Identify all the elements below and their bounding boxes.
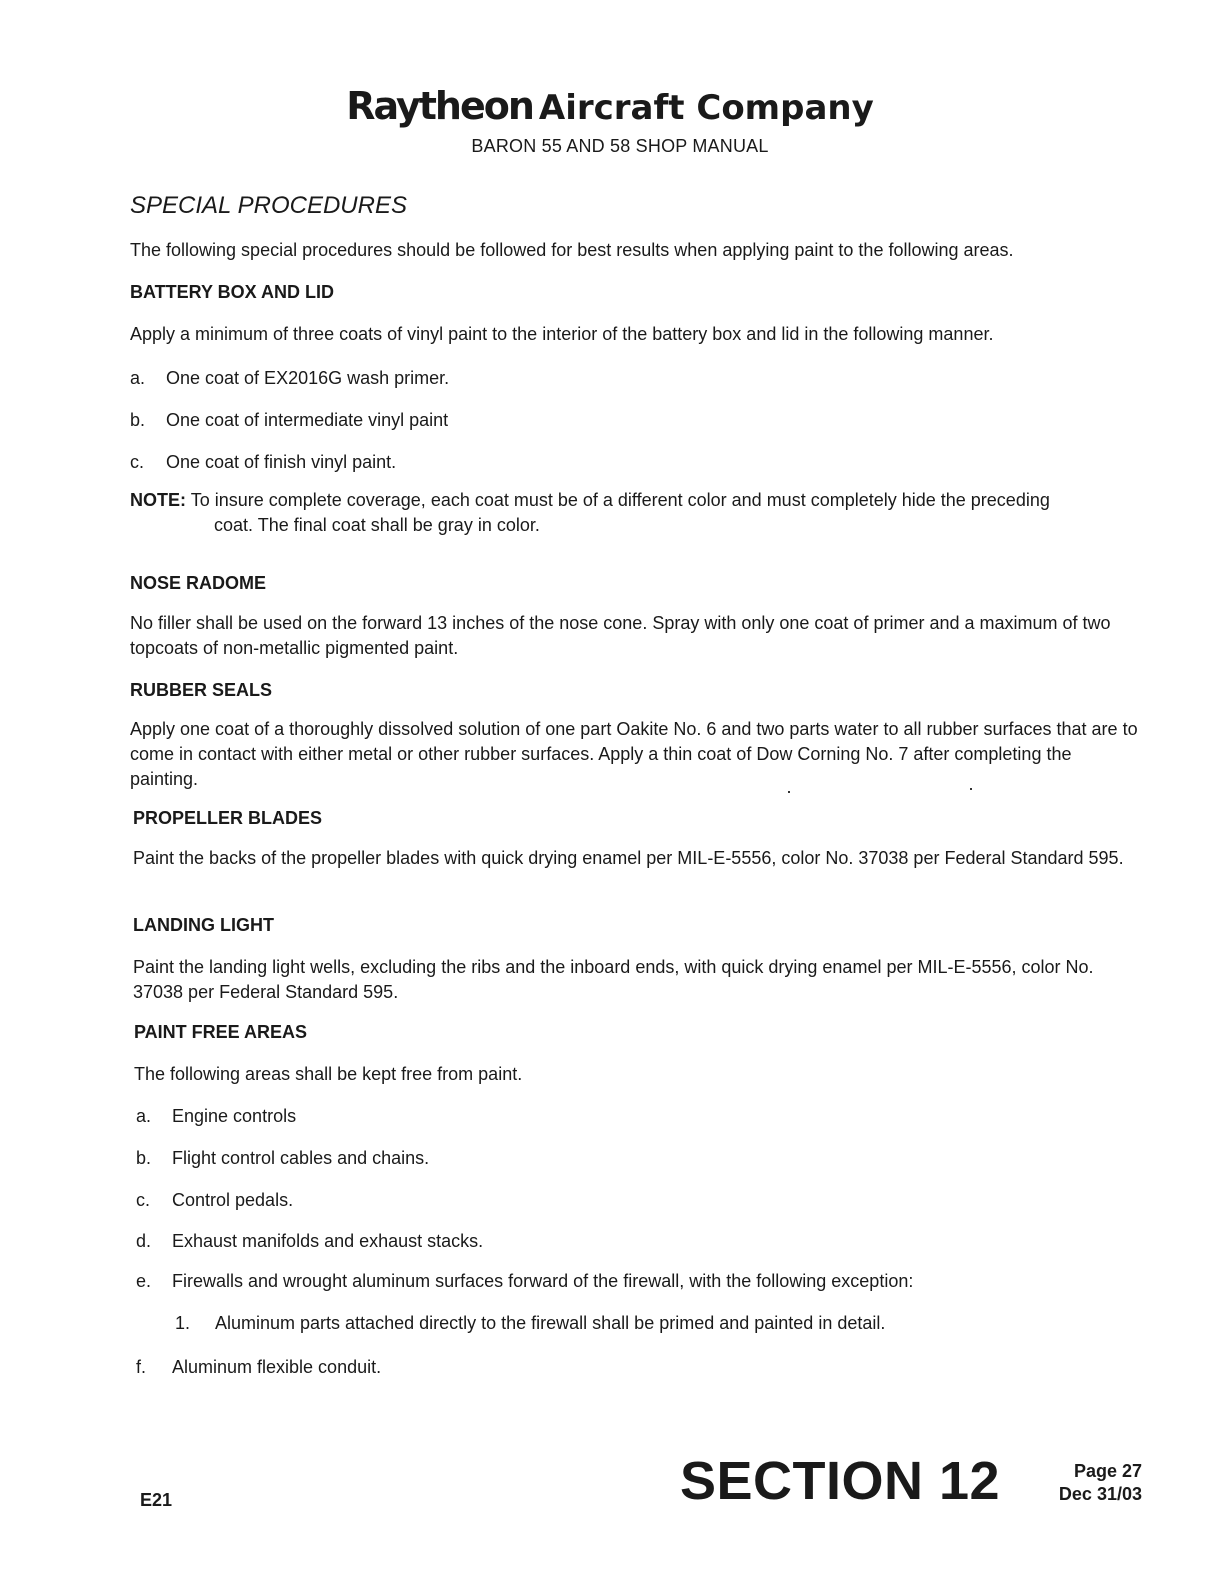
seals-heading: RUBBER SEALS — [130, 680, 273, 700]
landing-heading: LANDING LIGHT — [133, 915, 274, 935]
battery-heading: BATTERY BOX AND LID — [130, 282, 335, 302]
stray-mark — [970, 788, 972, 790]
sub-list-item: 1. Aluminum parts attached directly to the firewall shall be primed and painted in detail. — [175, 1313, 886, 1333]
page-title: SPECIAL PROCEDURES — [130, 192, 407, 219]
list-item: d. Exhaust manifolds and exhaust stacks. — [136, 1231, 484, 1251]
revision-date: Dec 31/03 — [1058, 1484, 1142, 1504]
list-item: b. Flight control cables and chains. — [136, 1148, 430, 1168]
list-item: f. Aluminum flexible conduit. — [136, 1357, 382, 1377]
propeller-paragraph: Paint the backs of the propeller blades with quick drying enamel per MIL-E-5556, color No. 37038 per Federal Standard 595. — [133, 848, 1124, 868]
section-label: SECTION 12 — [680, 1451, 1001, 1511]
propeller-heading: PROPELLER BLADES — [133, 808, 323, 828]
list-item: a. One coat of EX2016G wash primer. — [130, 368, 450, 388]
note-line: NOTE: To insure complete coverage, each coat must be of a different color and must completely hide the preceding — [130, 490, 1050, 510]
stray-mark — [788, 791, 790, 793]
manual-title: BARON 55 AND 58 SHOP MANUAL — [471, 136, 769, 156]
list-item: a. Engine controls — [136, 1106, 297, 1126]
page-info — [1059, 1460, 1142, 1506]
paintfree-paragraph: The following areas shall be kept free from paint. — [134, 1064, 523, 1084]
nose-heading: NOSE RADOME — [130, 573, 267, 593]
brand-name-rest: Aircraft Company — [538, 88, 874, 128]
page-code: E21 — [140, 1490, 173, 1510]
intro-paragraph: The following special procedures should be followed for best results when applying paint to the following areas. — [130, 240, 1014, 260]
nose-paragraph: No filler shall be used on the forward 13 inches of the nose cone. Spray with only one coat of primer and a maximum of two topcoats of non-metallic pigmented paint. — [130, 613, 1111, 658]
note-label: NOTE: — [130, 490, 186, 510]
paintfree-heading: PAINT FREE AREAS — [134, 1022, 308, 1042]
list-item: b. One coat of intermediate vinyl paint — [130, 410, 449, 430]
list-item: c. One coat of finish vinyl paint. — [130, 452, 397, 472]
landing-paragraph: Paint the landing light wells, excluding the ribs and the inboard ends, with quick drying enamel per MIL-E-5556, color No. 37038 per Federal Standard 595. — [133, 957, 1094, 1002]
page-number: Page 27 — [1073, 1461, 1142, 1481]
note-line-2: coat. The final coat shall be gray in color. — [214, 515, 540, 535]
seals-paragraph: Apply one coat of a thoroughly dissolved solution of one part Oakite No. 6 and two parts water to all rubber surfaces that are to come in contact with either metal or other rubber surfaces. Apply a thin coat of Dow Corning No. 7 after completing the painting. — [130, 719, 1138, 789]
battery-paragraph: Apply a minimum of three coats of vinyl paint to the interior of the battery box and lid in the following manner. — [130, 324, 994, 344]
document-header — [0, 84, 1220, 157]
company-logo — [0, 84, 1220, 130]
list-item: c. Control pedals. — [136, 1190, 294, 1210]
brand-name-bold: Raytheon — [346, 84, 533, 128]
list-item: e. Firewalls and wrought aluminum surfaces forward of the firewall, with the following exception: — [136, 1271, 914, 1291]
